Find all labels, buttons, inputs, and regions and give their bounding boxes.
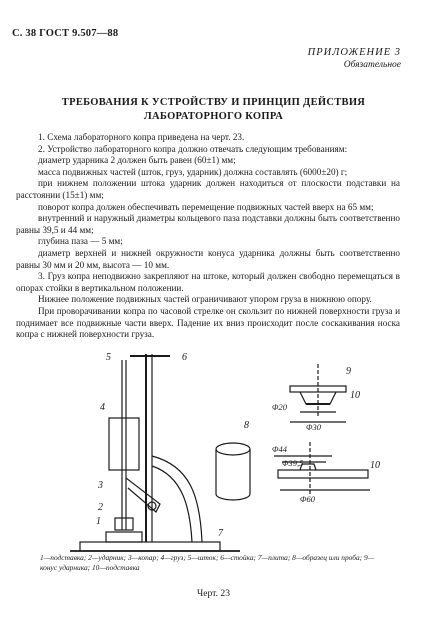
body-text <box>16 132 400 341</box>
title-line-1: ТРЕБОВАНИЯ К УСТРОЙСТВУ И ПРИНЦИП ДЕЙСТВИЯ <box>61 97 366 108</box>
dim-phi44: Φ44 <box>272 444 287 454</box>
page-header: С. 38 ГОСТ 9.507—88 <box>12 28 119 39</box>
sample <box>216 443 250 455</box>
dim-phi30: Φ30 <box>306 422 321 432</box>
label-9: 9 <box>346 366 351 377</box>
label-4: 4 <box>100 402 105 413</box>
dim-phi20: Φ20 <box>272 402 287 412</box>
copar-lever <box>126 478 160 512</box>
paragraph: диаметр ударника 2 должен быть равен (60±1) мм; <box>38 155 236 166</box>
label-7: 7 <box>218 528 223 539</box>
appendix-block <box>308 46 401 72</box>
paragraph: Нижнее положение подвижных частей ограничивают упором груза в нижнюю опору. <box>38 294 372 305</box>
paragraph: 3. Груз копра неподвижно закрепляют на штоке, который должен свободно перемещаться в опорах стойки в вертикальном положении. <box>16 271 400 293</box>
appendix-title: ПРИЛОЖЕНИЕ 3 <box>307 47 401 58</box>
title-line-2: ЛАБОРАТОРНОГО КОПРА <box>143 111 284 122</box>
paragraph: масса подвижных частей (шток, груз, ударник) должна составлять (6000±20) г; <box>38 166 348 177</box>
dim-phi39-5: Φ39,5 <box>282 458 304 468</box>
weight <box>109 418 139 470</box>
base-detail <box>278 470 368 478</box>
appendix-subtitle: Обязательное <box>343 60 401 70</box>
paragraph: при нижнем положении штока ударник должен находиться от плоскости подставки на расстоянии (15±1) мм; <box>16 178 400 200</box>
paragraph: При проворачивании копра по часовой стрелке он скользит по нижней поверхности груза и поднимает все подвижные части вверх. Падение их вниз происходит после соскакивания носка копра с нижней поверхности груза. <box>16 305 400 340</box>
label-10-top: 10 <box>350 390 360 401</box>
paragraph: 2. Устройство лабораторного копра должно отвечать следующим требованиям: <box>38 143 348 154</box>
label-3: 3 <box>98 480 103 491</box>
base-plate <box>80 542 220 551</box>
label-6: 6 <box>182 352 187 363</box>
paragraph: 1. Схема лабораторного копра приведена на черт. 23. <box>38 132 245 142</box>
label-2: 2 <box>98 502 103 513</box>
label-8: 8 <box>244 420 249 431</box>
dim-phi60: Φ60 <box>300 494 315 504</box>
paragraph: глубина паза — 5 мм; <box>38 236 123 247</box>
paragraph: внутренний и наружный диаметры кольцевого паза подставки должны быть соответственно равны 39,5 и 44 мм; <box>16 213 400 235</box>
label-10-bottom: 10 <box>370 460 380 471</box>
striker <box>115 518 133 530</box>
support <box>106 532 142 542</box>
label-5: 5 <box>106 352 111 363</box>
figure-legend: 1—подставка; 2—ударник; 3—копар; 4—груз; 5—шток; 6—стойка; 7—плита; 8—образец или проба; 9—конус ударника; 10—подставка <box>40 553 375 572</box>
section-title <box>0 96 427 124</box>
figure-caption: Черт. 23 <box>196 588 231 599</box>
paragraph: поворот копра должен обеспечивать перемещение подвижных частей вверх на 65 мм; <box>38 201 374 212</box>
label-1: 1 <box>96 516 101 527</box>
paragraph: диаметр верхней и нижней окружности конуса ударника должны быть соответственно равны 30 мм и 20 мм, высота — 10 мм. <box>16 247 400 270</box>
